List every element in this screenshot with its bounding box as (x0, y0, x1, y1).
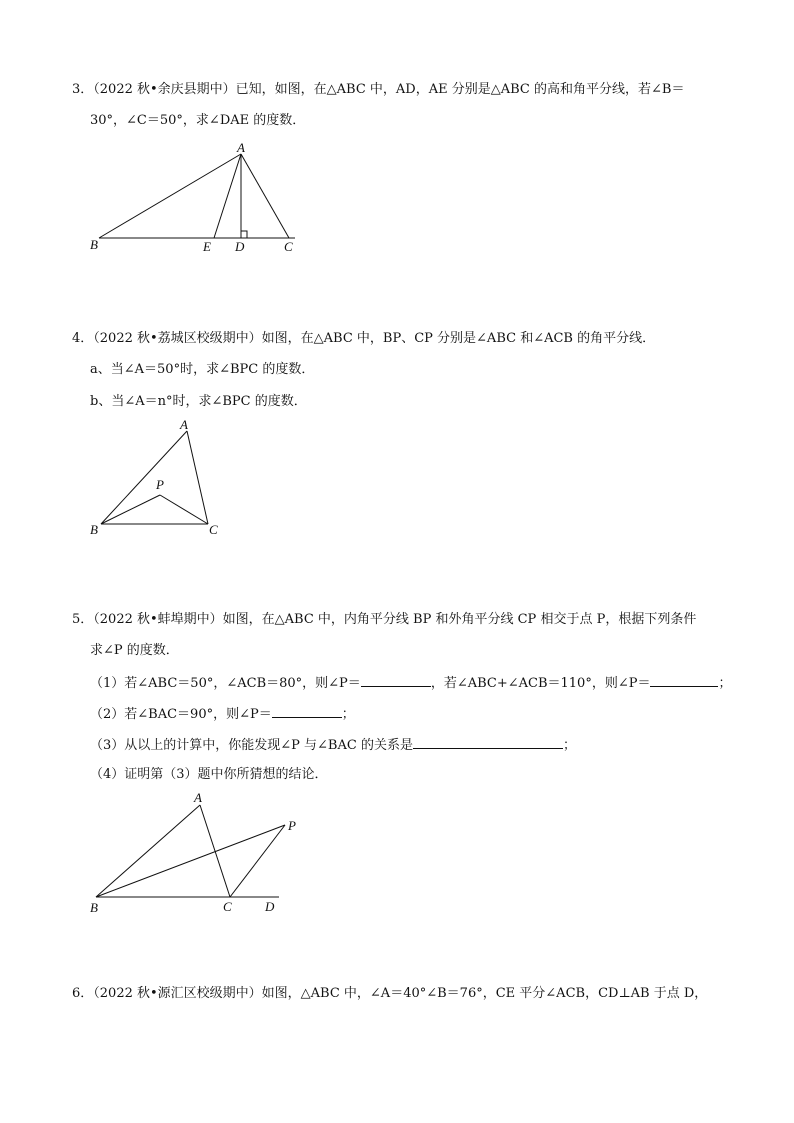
q5-segment-ac (200, 805, 230, 897)
q3-triangle-figure (84, 140, 314, 260)
q5-line-1: 5．（2022 秋•蚌埠期中）如图，在△ABC 中，内角平分线 BP 和外角平分线 CP 相交于点 P，根据下列条件 (72, 612, 697, 627)
q3-label-b: B (90, 237, 98, 252)
q3-segment-ac (241, 154, 289, 238)
q3-segment-ab (99, 154, 241, 238)
q5-answer-blank-1[interactable] (361, 674, 431, 687)
q5-label-a: A (194, 790, 202, 805)
q4-segment-bp (101, 495, 160, 524)
q3-label-d: D (235, 239, 245, 254)
q4-label-b: B (90, 522, 98, 537)
q5-segment-bp (96, 825, 285, 897)
q4-segment-cp (160, 495, 208, 524)
q5-part-2 (90, 705, 355, 723)
q5-part-2-end: ； (341, 707, 355, 722)
q6-line-1: 6．（2022 秋•源汇区校级期中）如图，△ABC 中，∠A＝40°∠B＝76°，CE 平分∠ACB，CD⊥AB 于点 D， (72, 986, 708, 1001)
q5-label-d: D (265, 899, 275, 914)
q5-part-3-end: ； (562, 738, 576, 753)
q4-triangle-figure (84, 415, 234, 540)
q5-answer-blank-4[interactable] (413, 736, 563, 749)
q5-answer-blank-2[interactable] (650, 674, 718, 687)
q5-line-2: 求∠P 的度数． (90, 643, 179, 658)
q4-label-c: C (209, 522, 218, 537)
q5-triangle-figure (84, 787, 314, 917)
q5-part-1-condition-a: （1）若∠ABC＝50°，∠ACB＝80°，则∠P＝ (90, 676, 361, 691)
q4-label-p: P (156, 477, 164, 492)
q5-part-1-condition-b: ，若∠ABC+∠ACB＝110°，则∠P＝ (430, 676, 651, 691)
q5-part-2-condition: （2）若∠BAC＝90°，则∠P＝ (90, 707, 272, 722)
q3-segment-ae (214, 154, 241, 238)
q4-label-a: A (180, 417, 188, 432)
q3-line-2: 30°，∠C＝50°，求∠DAE 的度数． (90, 113, 306, 128)
q5-part-1 (90, 674, 731, 692)
q5-segment-ab (96, 805, 200, 897)
q3-line-1: 3．（2022 秋•余庆县期中）已知，如图，在△ABC 中，AD，AE 分别是△ABC 的高和角平分线，若∠B＝ (72, 82, 685, 97)
q3-label-e: E (203, 239, 211, 254)
q5-label-p: P (288, 818, 296, 833)
q3-label-c: C (284, 239, 293, 254)
q5-part-4: （4）证明第（3）题中你所猜想的结论． (90, 767, 328, 782)
q5-part-3-question: （3）从以上的计算中，你能发现∠P 与∠BAC 的关系是 (90, 738, 413, 753)
q4-line-a: a、当∠A＝50°时，求∠BPC 的度数． (90, 362, 315, 377)
q5-answer-blank-3[interactable] (272, 705, 342, 718)
q3-label-a: A (237, 140, 245, 155)
q4-segment-ab (101, 431, 187, 524)
q5-part-1-end: ； (718, 676, 732, 691)
q5-label-b: B (90, 900, 98, 915)
q5-label-c: C (223, 899, 232, 914)
q5-part-3 (90, 736, 576, 754)
q4-segment-ac (187, 431, 208, 524)
q3-right-angle-mark (241, 231, 247, 238)
q4-line-1: 4．（2022 秋•荔城区校级期中）如图，在△ABC 中，BP、CP 分别是∠ABC 和∠ACB 的角平分线． (72, 331, 656, 346)
q4-line-b: b、当∠A＝n°时，求∠BPC 的度数． (90, 394, 307, 409)
